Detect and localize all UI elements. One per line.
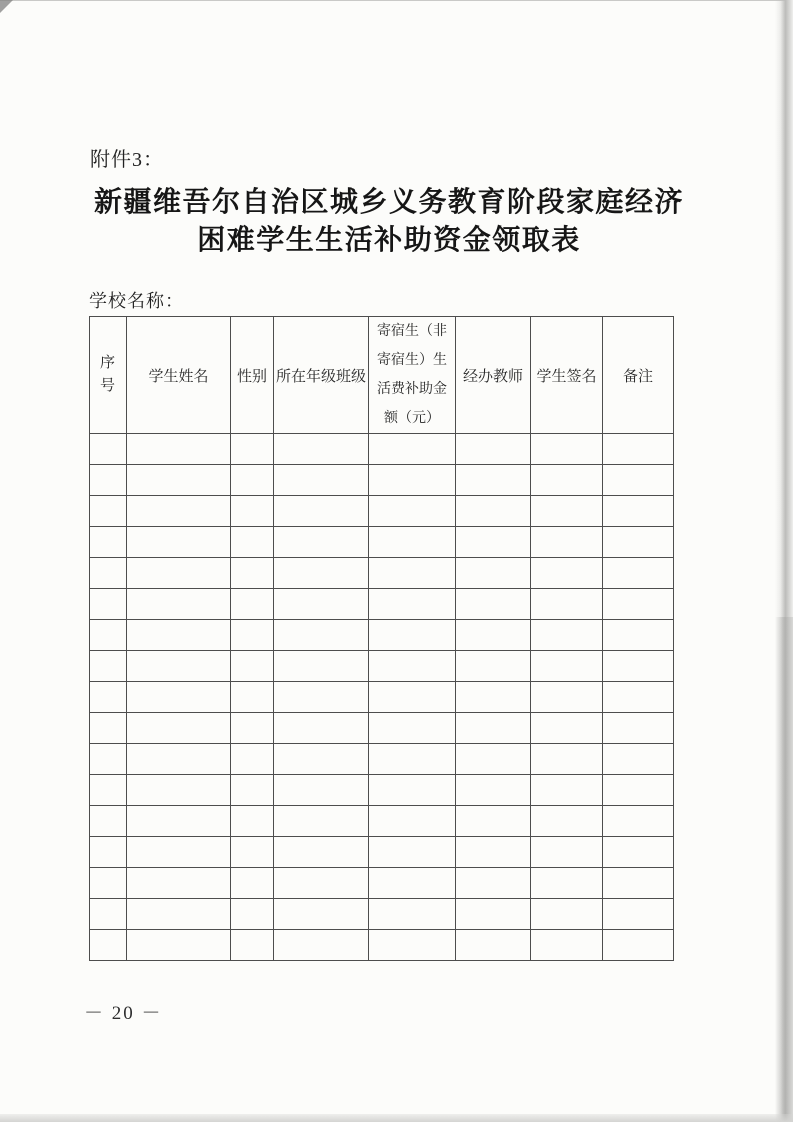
empty-cell-student-name (127, 775, 231, 806)
empty-cell-student-name (127, 465, 231, 496)
empty-cell-handling-teacher (456, 806, 531, 837)
empty-cell-subsidy-amount (369, 713, 456, 744)
empty-cell-subsidy-amount (369, 589, 456, 620)
empty-cell-subsidy-amount (369, 434, 456, 465)
empty-cell-index (90, 620, 127, 651)
table-row (90, 465, 674, 496)
table-row (90, 713, 674, 744)
empty-cell-student-signature (531, 589, 603, 620)
empty-cell-handling-teacher (456, 744, 531, 775)
attachment-label: 附件3： (90, 149, 164, 171)
empty-cell-gender (231, 434, 274, 465)
scan-top-hairline (0, 0, 793, 1)
empty-cell-remarks (603, 899, 674, 930)
empty-cell-subsidy-amount (369, 837, 456, 868)
empty-cell-student-name (127, 806, 231, 837)
empty-cell-student-signature (531, 775, 603, 806)
empty-cell-student-signature (531, 558, 603, 589)
empty-cell-subsidy-amount (369, 682, 456, 713)
empty-cell-student-signature (531, 527, 603, 558)
scan-edge-right-lower (775, 617, 793, 1122)
table-row (90, 868, 674, 899)
empty-cell-gender (231, 744, 274, 775)
empty-cell-student-name (127, 527, 231, 558)
table-row (90, 496, 674, 527)
empty-cell-student-signature (531, 899, 603, 930)
empty-cell-index (90, 899, 127, 930)
empty-cell-student-signature (531, 837, 603, 868)
empty-cell-handling-teacher (456, 651, 531, 682)
empty-cell-subsidy-amount (369, 620, 456, 651)
empty-cell-handling-teacher (456, 558, 531, 589)
empty-cell-student-name (127, 589, 231, 620)
table-row (90, 434, 674, 465)
document-title (89, 184, 689, 260)
empty-cell-student-signature (531, 465, 603, 496)
scan-corner-artifact (0, 0, 13, 13)
empty-cell-index (90, 682, 127, 713)
empty-cell-handling-teacher (456, 589, 531, 620)
empty-cell-student-signature (531, 744, 603, 775)
empty-cell-remarks (603, 837, 674, 868)
empty-cell-handling-teacher (456, 527, 531, 558)
subsidy-table (89, 316, 674, 961)
empty-cell-gender (231, 558, 274, 589)
empty-cell-student-name (127, 620, 231, 651)
empty-cell-student-signature (531, 806, 603, 837)
empty-cell-student-name (127, 682, 231, 713)
empty-cell-remarks (603, 775, 674, 806)
empty-cell-handling-teacher (456, 837, 531, 868)
empty-cell-student-name (127, 744, 231, 775)
empty-cell-remarks (603, 930, 674, 961)
empty-cell-handling-teacher (456, 434, 531, 465)
empty-cell-subsidy-amount (369, 899, 456, 930)
empty-cell-index (90, 713, 127, 744)
empty-cell-subsidy-amount (369, 496, 456, 527)
header-cell-gender: 性别 (231, 317, 274, 434)
empty-cell-handling-teacher (456, 868, 531, 899)
empty-cell-handling-teacher (456, 496, 531, 527)
empty-cell-subsidy-amount (369, 744, 456, 775)
page-number: － 20 － (84, 1003, 163, 1024)
empty-cell-handling-teacher (456, 775, 531, 806)
empty-cell-grade-class (274, 868, 369, 899)
empty-cell-grade-class (274, 558, 369, 589)
empty-cell-handling-teacher (456, 620, 531, 651)
empty-cell-gender (231, 620, 274, 651)
empty-cell-student-signature (531, 682, 603, 713)
empty-cell-student-signature (531, 930, 603, 961)
header-cell-index: 序号 (90, 317, 127, 434)
empty-cell-student-name (127, 651, 231, 682)
empty-cell-student-name (127, 558, 231, 589)
empty-cell-student-signature (531, 496, 603, 527)
header-cell-grade-class: 所在年级班级 (274, 317, 369, 434)
empty-cell-remarks (603, 651, 674, 682)
empty-cell-gender (231, 527, 274, 558)
empty-cell-remarks (603, 620, 674, 651)
header-cell-student-name: 学生姓名 (127, 317, 231, 434)
empty-cell-handling-teacher (456, 465, 531, 496)
school-name-label: 学校名称： (89, 291, 184, 311)
empty-cell-gender (231, 682, 274, 713)
empty-cell-remarks (603, 527, 674, 558)
empty-cell-remarks (603, 558, 674, 589)
empty-cell-subsidy-amount (369, 465, 456, 496)
empty-cell-student-signature (531, 434, 603, 465)
empty-cell-student-name (127, 713, 231, 744)
empty-cell-index (90, 651, 127, 682)
empty-cell-gender (231, 837, 274, 868)
empty-cell-grade-class (274, 620, 369, 651)
empty-cell-index (90, 434, 127, 465)
empty-cell-index (90, 496, 127, 527)
empty-cell-student-name (127, 899, 231, 930)
header-cell-remarks: 备注 (603, 317, 674, 434)
empty-cell-grade-class (274, 527, 369, 558)
subsidy-table-body (90, 434, 674, 961)
table-header-row (90, 317, 674, 434)
empty-cell-gender (231, 496, 274, 527)
document-title-line-2: 困难学生生活补助资金领取表 (197, 225, 581, 256)
empty-cell-grade-class (274, 434, 369, 465)
empty-cell-handling-teacher (456, 899, 531, 930)
empty-cell-remarks (603, 713, 674, 744)
empty-cell-grade-class (274, 930, 369, 961)
empty-cell-grade-class (274, 589, 369, 620)
empty-cell-index (90, 744, 127, 775)
empty-cell-remarks (603, 434, 674, 465)
empty-cell-handling-teacher (456, 682, 531, 713)
empty-cell-gender (231, 775, 274, 806)
table-row (90, 930, 674, 961)
empty-cell-gender (231, 930, 274, 961)
empty-cell-grade-class (274, 496, 369, 527)
table-row (90, 775, 674, 806)
empty-cell-index (90, 527, 127, 558)
empty-cell-gender (231, 806, 274, 837)
empty-cell-remarks (603, 744, 674, 775)
empty-cell-subsidy-amount (369, 775, 456, 806)
empty-cell-grade-class (274, 651, 369, 682)
empty-cell-subsidy-amount (369, 651, 456, 682)
empty-cell-grade-class (274, 744, 369, 775)
empty-cell-grade-class (274, 899, 369, 930)
empty-cell-gender (231, 651, 274, 682)
empty-cell-index (90, 837, 127, 868)
empty-cell-gender (231, 589, 274, 620)
empty-cell-index (90, 868, 127, 899)
empty-cell-remarks (603, 868, 674, 899)
empty-cell-handling-teacher (456, 713, 531, 744)
empty-cell-subsidy-amount (369, 930, 456, 961)
empty-cell-index (90, 930, 127, 961)
empty-cell-student-name (127, 837, 231, 868)
table-row (90, 558, 674, 589)
empty-cell-student-name (127, 496, 231, 527)
empty-cell-remarks (603, 682, 674, 713)
empty-cell-grade-class (274, 465, 369, 496)
table-row (90, 682, 674, 713)
table-row (90, 651, 674, 682)
empty-cell-remarks (603, 496, 674, 527)
empty-cell-student-name (127, 930, 231, 961)
empty-cell-grade-class (274, 837, 369, 868)
empty-cell-index (90, 558, 127, 589)
empty-cell-student-signature (531, 868, 603, 899)
empty-cell-grade-class (274, 713, 369, 744)
empty-cell-student-signature (531, 620, 603, 651)
table-row (90, 806, 674, 837)
header-cell-student-signature: 学生签名 (531, 317, 603, 434)
table-row (90, 527, 674, 558)
empty-cell-handling-teacher (456, 930, 531, 961)
empty-cell-student-signature (531, 713, 603, 744)
empty-cell-index (90, 775, 127, 806)
table-row (90, 620, 674, 651)
empty-cell-gender (231, 713, 274, 744)
table-row (90, 837, 674, 868)
empty-cell-subsidy-amount (369, 806, 456, 837)
scan-edge-bottom (0, 1114, 793, 1122)
document-title-line-1: 新疆维吾尔自治区城乡义务教育阶段家庭经济 (93, 187, 684, 218)
empty-cell-subsidy-amount (369, 527, 456, 558)
empty-cell-student-name (127, 434, 231, 465)
empty-cell-remarks (603, 589, 674, 620)
empty-cell-index (90, 806, 127, 837)
empty-cell-student-name (127, 868, 231, 899)
table-row (90, 589, 674, 620)
table-row (90, 899, 674, 930)
empty-cell-student-signature (531, 651, 603, 682)
empty-cell-grade-class (274, 682, 369, 713)
empty-cell-subsidy-amount (369, 868, 456, 899)
table-row (90, 744, 674, 775)
empty-cell-index (90, 465, 127, 496)
empty-cell-gender (231, 868, 274, 899)
empty-cell-subsidy-amount (369, 558, 456, 589)
empty-cell-index (90, 589, 127, 620)
empty-cell-remarks (603, 806, 674, 837)
empty-cell-gender (231, 899, 274, 930)
header-cell-subsidy-amount: 寄宿生（非寄宿生）生活费补助金额（元） (369, 317, 456, 434)
header-cell-handling-teacher: 经办教师 (456, 317, 531, 434)
empty-cell-gender (231, 465, 274, 496)
empty-cell-remarks (603, 465, 674, 496)
empty-cell-grade-class (274, 775, 369, 806)
empty-cell-grade-class (274, 806, 369, 837)
